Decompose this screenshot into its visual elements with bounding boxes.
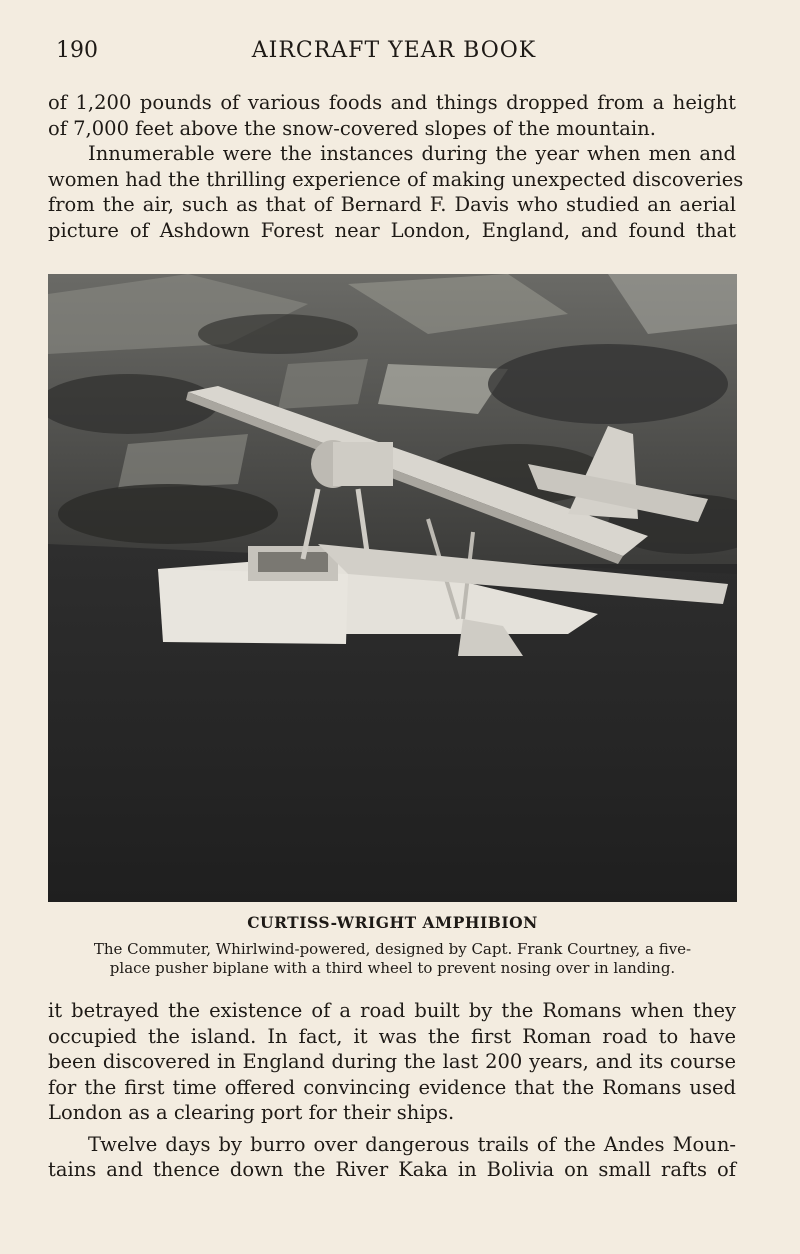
text-line: occupied the island. In fact, it was the first Roman road to have	[48, 1024, 736, 1048]
text-line: picture of Ashdown Forest near London, England, and found that	[48, 218, 736, 242]
running-title: AIRCRAFT YEAR BOOK	[251, 38, 537, 63]
figure-caption	[48, 940, 737, 978]
caption-line: The Commuter, Whirlwind-powered, designed by Capt. Frank Courtney, a five-	[93, 940, 692, 958]
page-header	[48, 38, 740, 68]
text-line: women had the thrilling experience of making unexpected discoveries	[48, 167, 744, 191]
amphibion-photograph	[48, 274, 737, 902]
text-line: of 1,200 pounds of various foods and things dropped from a height	[48, 91, 736, 114]
text-line: Innumerable were the instances during the year when men and	[88, 142, 736, 165]
paragraph-top	[48, 90, 744, 243]
text-line: been discovered in England during the last 200 years, and its course	[48, 1050, 736, 1073]
text-line: it betrayed the existence of a road built by the Romans when they	[48, 999, 736, 1022]
page-number: 190	[56, 38, 98, 63]
text-line: of 7,000 feet above the snow-covered slopes of the mountain.	[48, 116, 656, 140]
text-line: Twelve days by burro over dangerous trails of the Andes Moun-	[88, 1132, 736, 1156]
text-line: from the air, such as that of Bernard F. Davis who studied an aerial	[48, 193, 736, 216]
figure-caption-title: CURTISS-WRIGHT AMPHIBION	[247, 913, 538, 932]
caption-line: place pusher biplane with a third wheel to prevent nosing over in landing.	[109, 959, 676, 977]
text-line: for the first time offered convincing evidence that the Romans used	[48, 1075, 736, 1099]
text-line: London as a clearing port for their ships.	[48, 1101, 455, 1124]
text-line: tains and thence down the River Kaka in Bolivia on small rafts of	[48, 1158, 736, 1181]
paragraph-bottom	[48, 998, 736, 1183]
